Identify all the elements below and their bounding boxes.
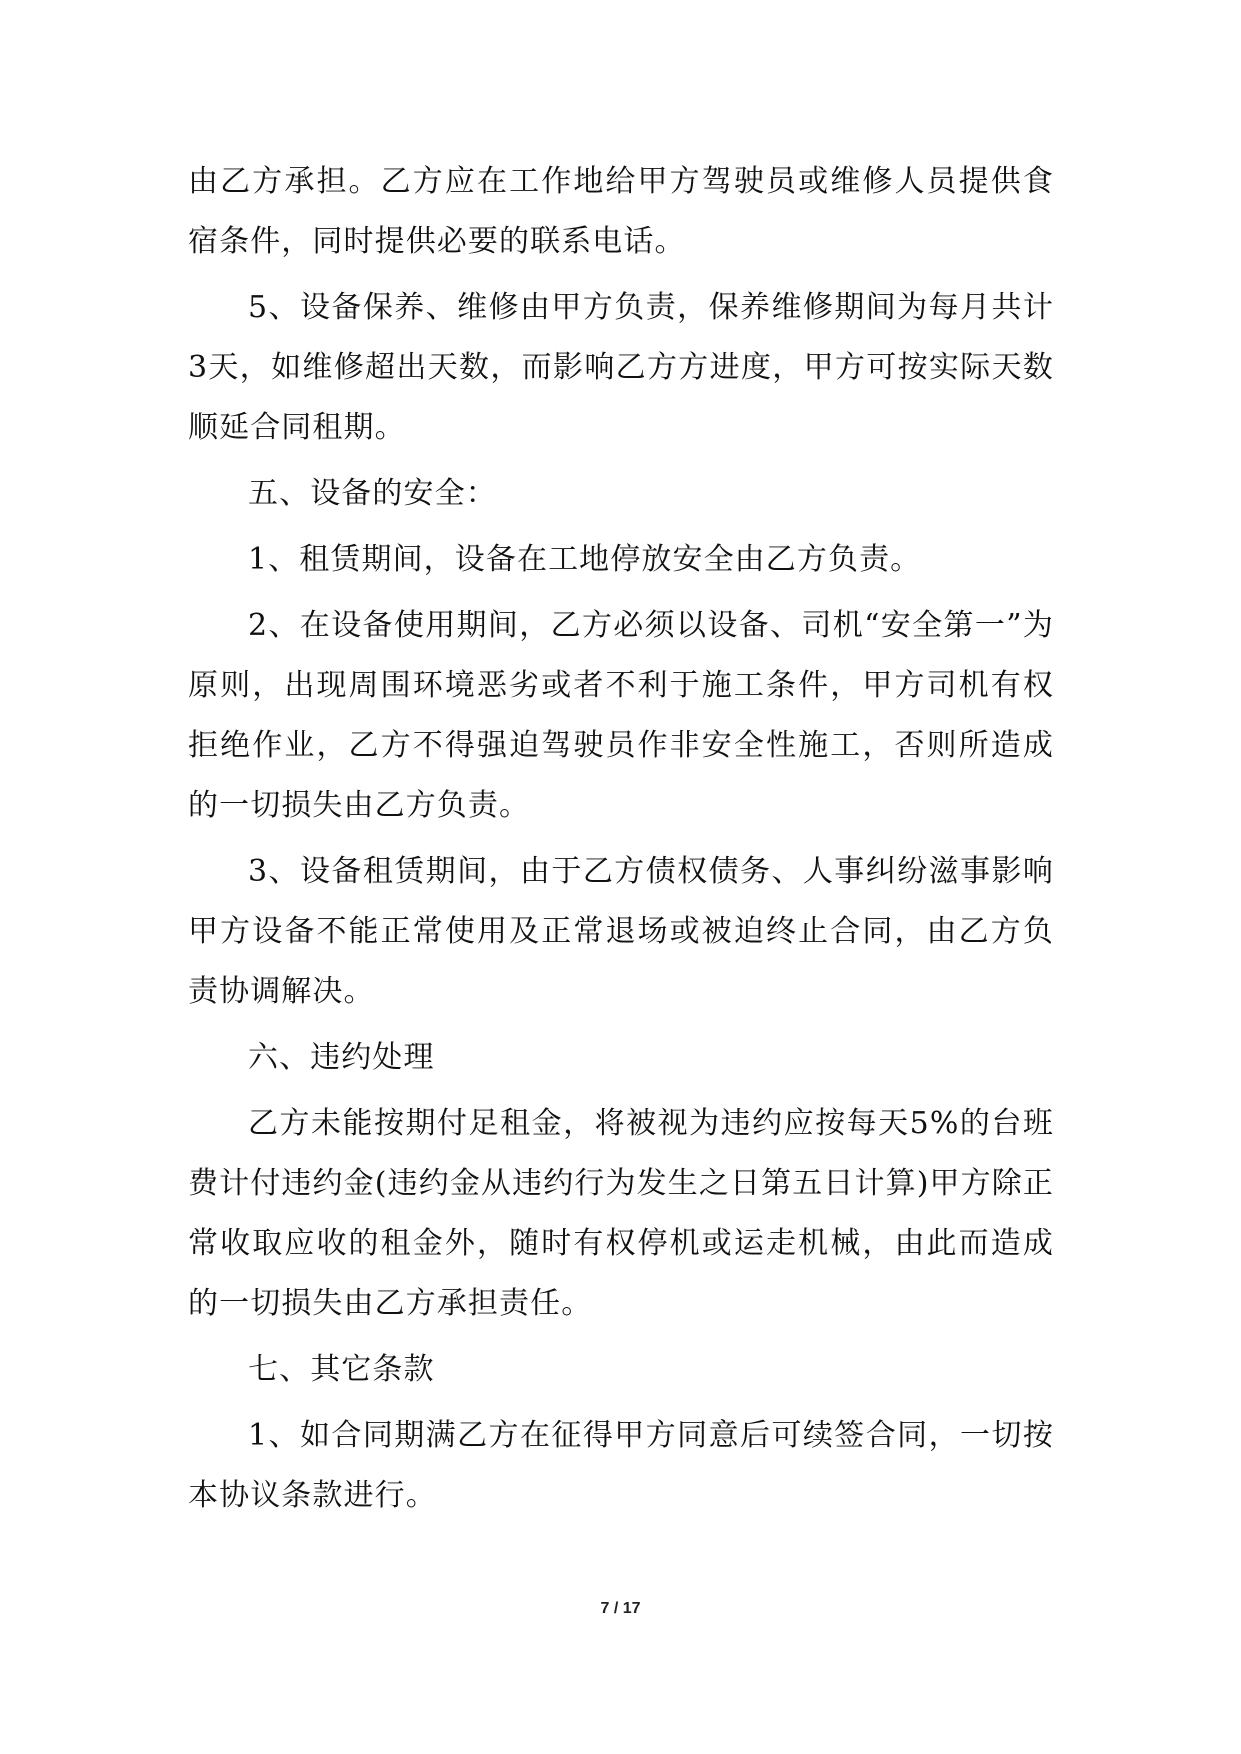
- paragraph-2: 5、设备保养、维修由甲方负责，保养维修期间为每月共计3天，如维修超出天数，而影响乙方方进度，甲方可按实际天数顺延合同租期。: [188, 290, 1054, 445]
- paragraph-5: 2、在设备使用期间，乙方必须以设备、司机“安全第一”为原则，出现周围环境恶劣或者不利于施工条件，甲方司机有权拒绝作业，乙方不得强迫驾驶员作非安全性施工，否则所造成的一切损失由乙方负责。: [188, 608, 1054, 823]
- paragraph-8: 乙方未能按期付足租金，将被视为违约应按每天5%的台班费计付违约金(违约金从违约行为发生之日第五日计算)甲方除正常收取应收的租金外，随时有权停机或运走机械，由此而造成的一切损失由乙方承担责任。: [188, 1106, 1054, 1321]
- paragraph-10: 1、如合同期满乙方在征得甲方同意后可续签合同，一切按本协议条款进行。: [188, 1418, 1054, 1513]
- page-number: 7 / 17: [600, 1600, 641, 1617]
- section-heading-7: 七、其它条款: [248, 1352, 435, 1387]
- paragraph-6: 3、设备租赁期间，由于乙方债权债务、人事纠纷滋事影响甲方设备不能正常使用及正常退场或被迫终止合同，由乙方负责协调解决。: [188, 854, 1054, 1009]
- paragraph-1: 由乙方承担。乙方应在工作地给甲方驾驶员或维修人员提供食宿条件，同时提供必要的联系电话。: [188, 164, 1054, 259]
- paragraph-4: 1、租赁期间，设备在工地停放安全由乙方负责。: [248, 542, 922, 577]
- section-heading-6: 六、违约处理: [248, 1040, 435, 1075]
- section-heading-5: 五、设备的安全：: [248, 476, 497, 511]
- document-body: [188, 152, 1054, 1532]
